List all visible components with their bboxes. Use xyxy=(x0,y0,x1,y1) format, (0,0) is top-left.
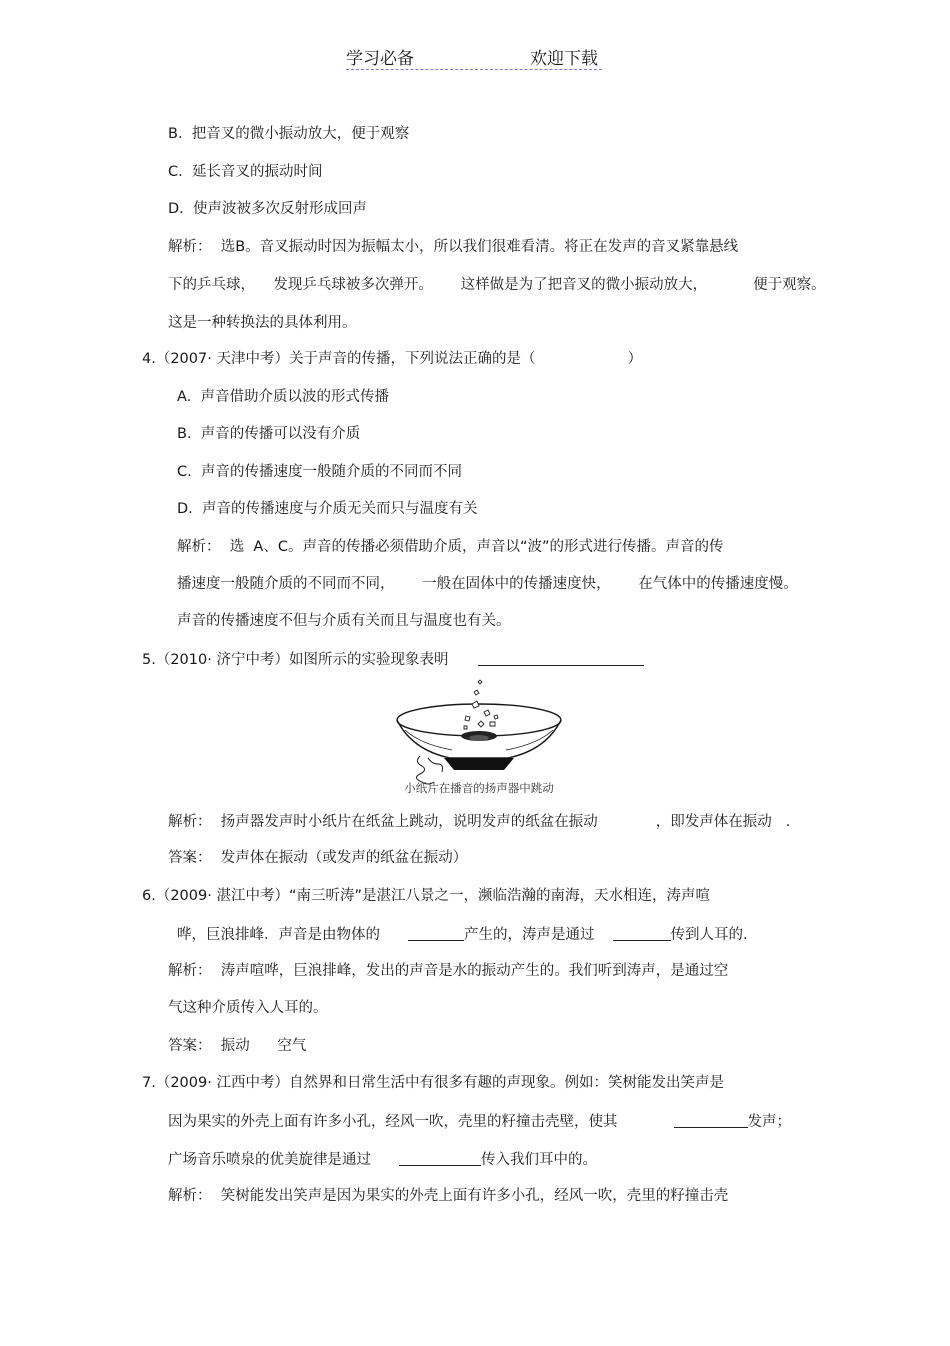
q4-analysis-line: 播速度一般随介质的不同而不同， 一般在固体中的传播速度快， 在气体中的传播速度慢。 xyxy=(177,576,798,592)
q7-stem-line xyxy=(168,1149,597,1170)
q5-analysis xyxy=(168,812,790,832)
q5-analysis-text: . xyxy=(785,814,791,830)
q4-option-b: B. 声音的传播可以没有介质 xyxy=(177,426,361,442)
q7-analysis-line: 解析： 笑树能发出笑声是因为果实的外壳上面有许多小孔，经风一吹，壳里的籽撞击壳 xyxy=(168,1188,729,1204)
figure-caption: 小纸片在播音的扬声器中跳动 xyxy=(404,781,554,795)
q4-option-d: D. 声音的传播速度与介质无关而只与温度有关 xyxy=(177,501,478,517)
q6-answer: 答案： 振动 空气 xyxy=(168,1038,307,1054)
q6-answer-blank xyxy=(408,924,464,941)
q7-stem-text: 因为果实的外壳上面有许多小孔，经风一吹，壳里的籽撞击壳壁，使其 xyxy=(168,1114,618,1130)
speaker-figure xyxy=(392,678,572,798)
q6-stem: 6.（2009· 湛江中考）“南三听涛”是湛江八景之一，濒临浩瀚的南海，天水相连，涛声喧 xyxy=(142,888,710,904)
q6-analysis-line: 解析： 涛声喧哗，巨浪排峰，发出的声音是水的振动产生的。我们听到涛声，是通过空 xyxy=(168,963,729,979)
q6-stem-text: 产生的，涛声是通过 xyxy=(464,927,595,943)
q7-stem: 7.（2009· 江西中考）自然界和日常生活中有很多有趣的声现象。例如：笑树能发出笑声是 xyxy=(142,1075,724,1091)
q5-stem xyxy=(142,649,644,670)
q5-answer: 答案： 发声体在振动（或发声的纸盆在振动） xyxy=(168,850,468,866)
q5-analysis-text: 解析： 扬声器发声时小纸片在纸盆上跳动，说明发声的纸盆在振动 xyxy=(168,814,598,830)
q5-answer-blank xyxy=(478,649,644,666)
header-left: 学习必备 xyxy=(346,49,414,69)
q3-analysis-line: 这是一种转换法的具体利用。 xyxy=(168,315,357,331)
speaker-magnet xyxy=(444,758,514,770)
q3-option-d: D. 使声波被多次反射形成回声 xyxy=(168,201,367,217)
q4-stem: 4.（2007· 天津中考）关于声音的传播，下列说法正确的是（ ） xyxy=(142,351,643,367)
q3-option-c: C. 延长音叉的振动时间 xyxy=(168,164,323,180)
q7-stem-text: 传入我们耳中的。 xyxy=(481,1152,597,1168)
q6-stem-text: 哗，巨浪排峰．声音是由物体的 xyxy=(177,927,380,943)
q6-analysis-line: 气这种介质传入人耳的。 xyxy=(168,1000,328,1016)
speaker-wire xyxy=(416,756,434,784)
q4-option-a: A. 声音借助介质以波的形式传播 xyxy=(177,389,389,405)
q5-analysis-text: ，即发声体在振动 xyxy=(655,814,772,830)
q4-analysis-line: 声音的传播速度不但与介质有关而且与温度也有关。 xyxy=(177,613,511,629)
q7-stem-line xyxy=(168,1111,791,1132)
q4-option-c: C. 声音的传播速度一般随介质的不同而不同 xyxy=(177,464,462,480)
header-right: 欢迎下载 xyxy=(530,49,598,69)
q5-stem-text: 5.（2010· 济宁中考）如图所示的实验现象表明 xyxy=(142,652,449,668)
header-divider xyxy=(346,69,602,70)
q3-option-b: B. 把音叉的微小振动放大，便于观察 xyxy=(168,126,410,142)
q6-stem-text: 传到人耳的. xyxy=(670,927,748,943)
q7-answer-blank xyxy=(674,1111,748,1128)
q3-analysis-line: 下的乒乓球， 发现乒乓球被多次弹开。 这样做是为了把音叉的微小振动放大， 便于观察。 xyxy=(168,277,826,293)
q7-answer-blank xyxy=(399,1149,481,1166)
q6-answer-blank xyxy=(613,924,671,941)
q7-stem-text: 广场音乐喷泉的优美旋律是通过 xyxy=(168,1152,371,1168)
q3-analysis-line: 解析： 选B。音叉振动时因为振幅太小，所以我们很难看清。将正在发声的音叉紧靠悬线 xyxy=(168,239,739,255)
q4-analysis-line: 解析： 选 A、C。声音的传播必须借助介质，声音以“波”的形式进行传播。声音的传 xyxy=(177,539,724,555)
q7-stem-text: 发声； xyxy=(747,1114,791,1130)
q6-stem-line xyxy=(177,924,748,945)
